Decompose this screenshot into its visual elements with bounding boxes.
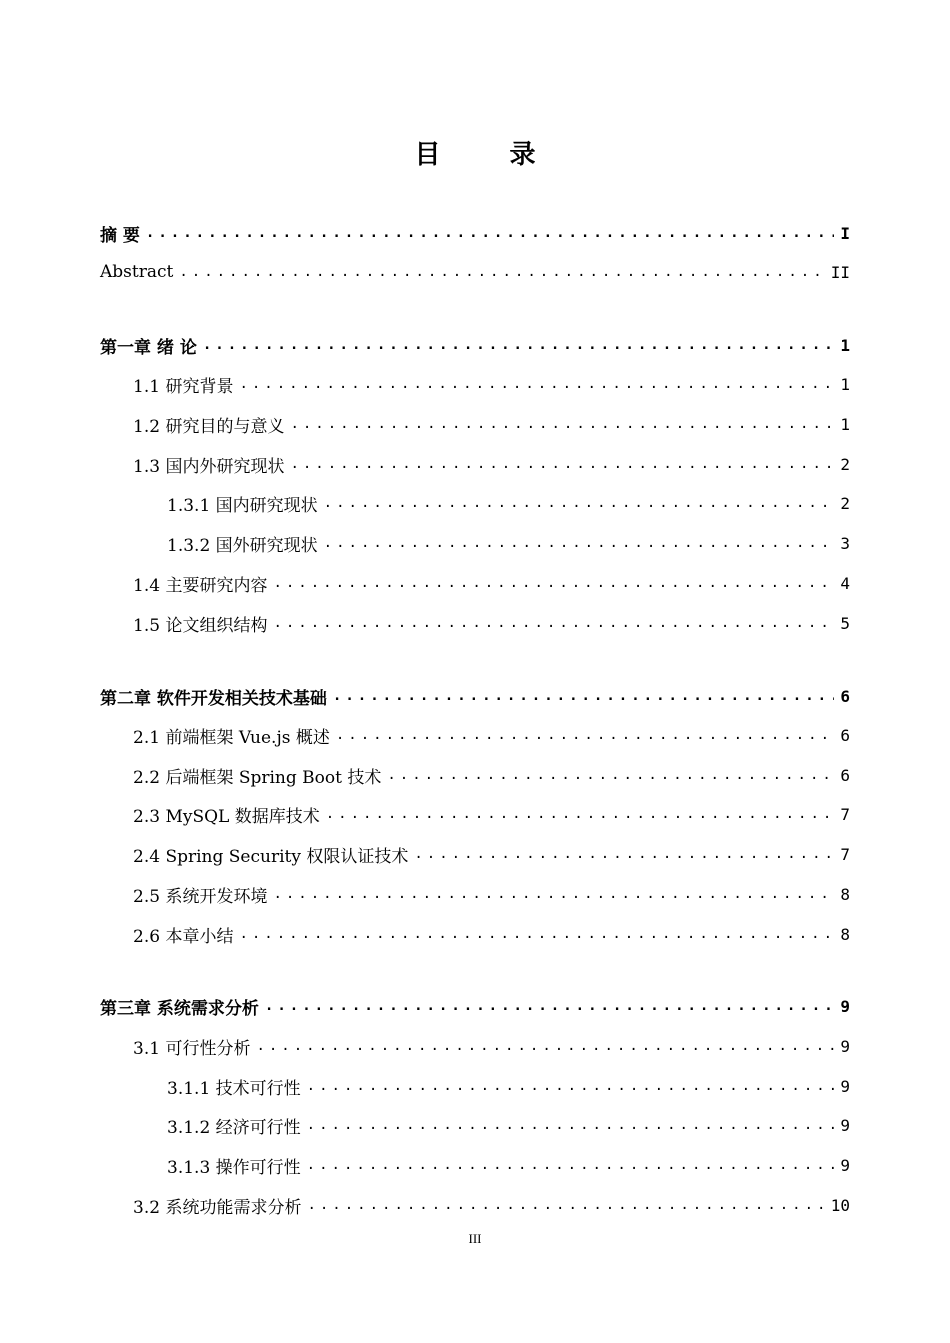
dot-leader [307,1078,835,1094]
toc-entry-text: 2.2 后端框架 Spring Boot 技术 [133,767,382,788]
toc-entry-1-3-1[interactable] [167,491,850,515]
dot-leader [146,225,834,241]
toc-entry-3-1-3[interactable] [167,1153,850,1177]
toc-entry-text: 2.4 Spring Security 权限认证技术 [133,846,409,867]
toc-entry-page: II [830,262,850,282]
toc-entry-abstract-cn[interactable] [100,221,850,245]
toc-entry-abstract-en[interactable] [100,260,850,284]
dot-leader [324,535,835,551]
dot-leader [307,1157,835,1173]
toc-entry-text: 第一章 绪 论 [100,337,197,358]
toc-entry-page: 5 [840,613,850,633]
dot-leader [387,767,834,783]
toc-entry-text: 2.1 前端框架 Vue.js 概述 [133,727,330,748]
toc-entry-text: 第二章 软件开发相关技术基础 [100,688,327,709]
toc-entry-1-2[interactable] [133,412,850,436]
toc-entry-text: 3.2 系统功能需求分析 [133,1197,302,1218]
toc-entry-3-1-2[interactable] [167,1113,850,1137]
dot-leader [265,998,834,1014]
toc-entry-text: 1.3.2 国外研究现状 [167,535,318,556]
toc-entry-page: 9 [840,1036,850,1056]
toc-entry-chapter-1[interactable] [100,333,850,357]
toc-entry-3-1-1[interactable] [167,1074,850,1098]
toc-entry-text: 2.6 本章小结 [133,926,234,947]
toc-entry-1-4[interactable] [133,571,850,595]
toc-entry-page: 6 [840,686,850,706]
toc-entry-page: 4 [840,573,850,593]
toc-entry-1-1[interactable] [133,372,850,396]
toc-entry-text: 1.1 研究背景 [133,376,234,397]
dot-leader [179,264,824,280]
dot-leader [307,1197,824,1213]
toc-entry-3-2[interactable] [133,1193,850,1217]
dot-leader [239,376,834,392]
toc-entry-page: I [840,223,850,243]
toc-entry-text: 第三章 系统需求分析 [100,998,259,1019]
toc-entry-page: 9 [840,1155,850,1175]
toc-entry-chapter-3[interactable] [100,994,850,1018]
toc-entry-page: 1 [840,374,850,394]
toc-entry-2-1[interactable] [133,723,850,747]
dot-leader [203,337,835,353]
toc-entry-page: 3 [840,533,850,553]
toc-entry-text: 1.3 国内外研究现状 [133,456,285,477]
toc-entry-page: 9 [840,1115,850,1135]
toc-entry-2-6[interactable] [133,922,850,946]
toc-entry-2-4[interactable] [133,842,850,866]
toc-entry-2-3[interactable] [133,802,850,826]
dot-leader [324,495,835,511]
toc-entry-text: 3.1 可行性分析 [133,1038,251,1059]
toc-entry-page: 2 [840,454,850,474]
toc-entry-1-5[interactable] [133,611,850,635]
dot-leader [333,688,834,704]
dot-leader [273,886,834,902]
toc-entry-text: 1.4 主要研究内容 [133,575,268,596]
toc-entry-page: 6 [840,765,850,785]
toc-entry-page: 1 [840,414,850,434]
toc-entry-page: 8 [840,924,850,944]
toc-entry-text: 3.1.3 操作可行性 [167,1157,301,1178]
toc-entry-page: 8 [840,884,850,904]
dot-leader [336,727,835,743]
dot-leader [273,615,834,631]
toc-entry-chapter-2[interactable] [100,684,850,708]
toc-entry-1-3[interactable] [133,452,850,476]
dot-leader [273,575,834,591]
toc-entry-text: 1.5 论文组织结构 [133,615,268,636]
dot-leader [290,416,834,432]
toc-entry-page: 7 [840,844,850,864]
toc-entry-3-1[interactable] [133,1034,850,1058]
toc-entry-text: 3.1.1 技术可行性 [167,1078,301,1099]
dot-leader [414,846,834,862]
toc-entry-2-2[interactable] [133,763,850,787]
toc-entry-page: 7 [840,804,850,824]
toc-entry-1-3-2[interactable] [167,531,850,555]
toc-entry-text: 2.5 系统开发环境 [133,886,268,907]
toc-entry-page: 2 [840,493,850,513]
page-title: 目 录 [414,140,566,170]
toc-entry-text: 3.1.2 经济可行性 [167,1117,301,1138]
toc-entry-text: 1.3.1 国内研究现状 [167,495,318,516]
toc-entry-text: 2.3 MySQL 数据库技术 [133,806,320,827]
toc-entry-page: 1 [840,335,850,355]
dot-leader [239,926,834,942]
toc-entry-2-5[interactable] [133,882,850,906]
dot-leader [256,1038,834,1054]
toc-entry-page: 9 [840,1076,850,1096]
toc-entry-text: 1.2 研究目的与意义 [133,416,285,437]
toc-entry-page: 10 [830,1195,850,1215]
toc-entry-text: 摘 要 [100,225,140,246]
dot-leader [307,1117,835,1133]
dot-leader [290,456,834,472]
toc-entry-page: 9 [840,996,850,1016]
toc-entry-text: Abstract [100,262,174,282]
toc-entry-page: 6 [840,725,850,745]
dot-leader [326,806,835,822]
page-number-footer: III [468,1231,482,1246]
